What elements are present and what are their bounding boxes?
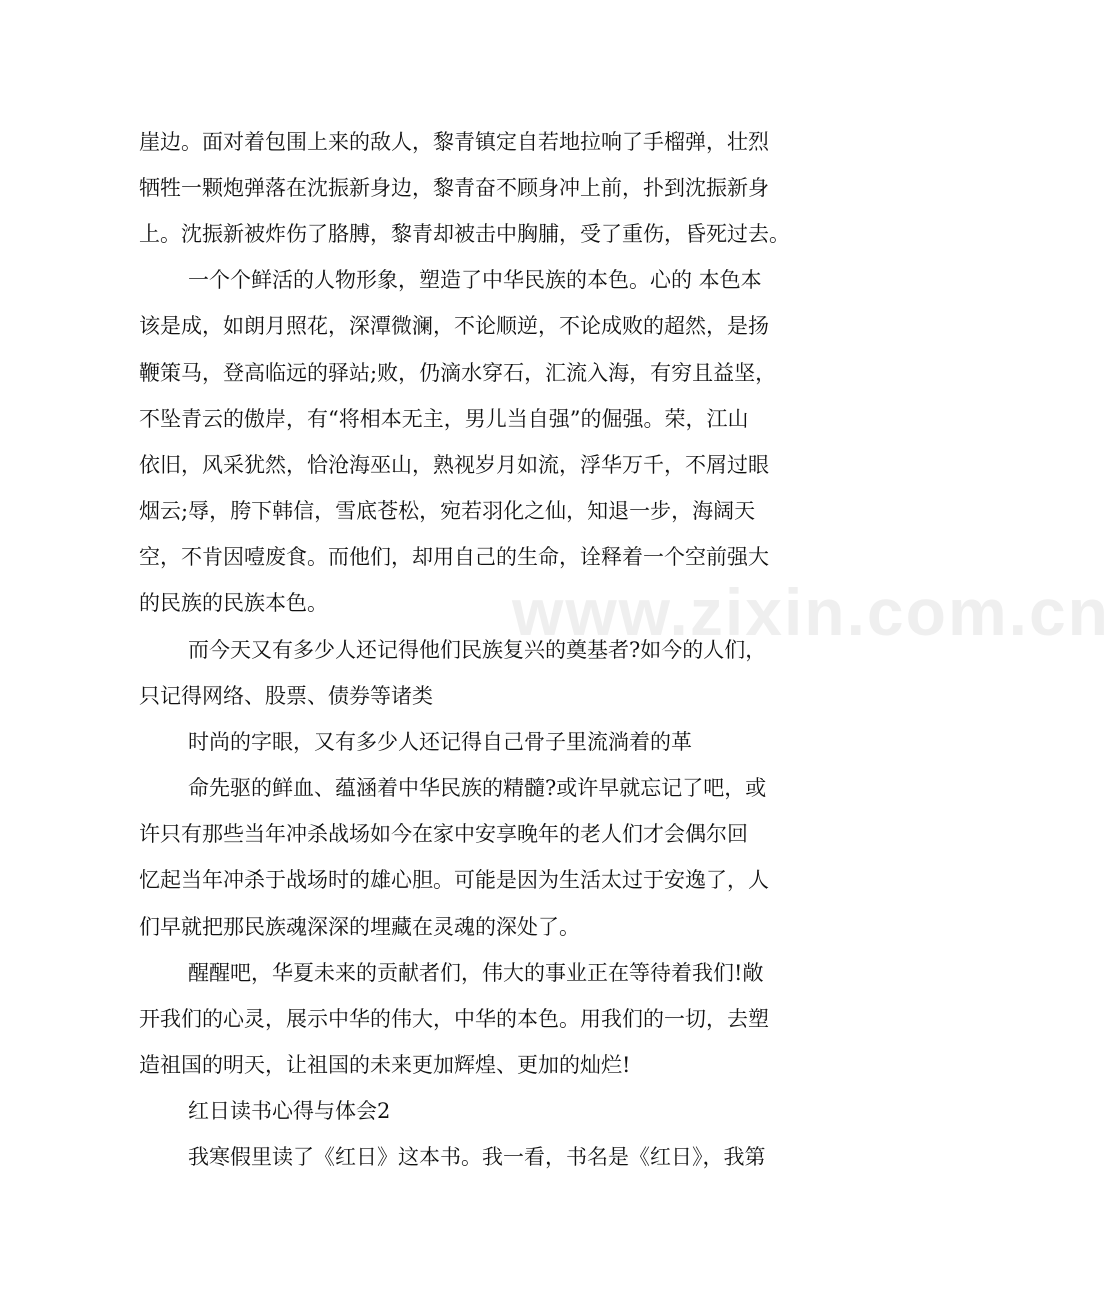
text-line: 依旧，风采犹然，恰沧海巫山，熟视岁月如流，浮华万千，不屑过眼 (139, 453, 769, 477)
section-heading: 红日读书心得与体会2 (188, 1099, 391, 1123)
text-line: 们早就把那民族魂深深的埋藏在灵魂的深处了。 (139, 915, 580, 939)
text-line: 空，不肯因噎废食。而他们，却用自己的生命，诠释着一个空前强大 (139, 545, 769, 569)
text-line: 鞭策马，登高临远的驿站;败，仍滴水穿石，汇流入海，有穷且益坚， (139, 361, 777, 385)
text-line: 不坠青云的傲岸，有“将相本无主，男儿当自强”的倔强。荣，江山 (139, 407, 749, 431)
text-line: 我寒假里读了《红日》这本书。我一看，书名是《红日》，我第 (188, 1145, 766, 1169)
text-line: 造祖国的明天，让祖国的未来更加辉煌、更加的灿烂! (139, 1053, 631, 1077)
text-line: 牺牲一颗炮弹落在沈振新身边，黎青奋不顾身冲上前，扑到沈振新身 (139, 176, 769, 200)
text-line: 只记得网络、股票、债券等诸类 (139, 684, 433, 708)
text-line: 命先驱的鲜血、蕴涵着中华民族的精髓?或许早就忘记了吧，或 (188, 776, 767, 800)
text-line: 崖边。面对着包围上来的敌人，黎青镇定自若地拉响了手榴弹，壮烈 (139, 130, 769, 154)
text-line: 一个个鲜活的人物形象，塑造了中华民族的本色。心的 本色本 (188, 268, 762, 292)
watermark: www.zixin.com.cn (512, 575, 1110, 649)
text-line: 开我们的心灵，展示中华的伟大，中华的本色。用我们的一切，去塑 (139, 1007, 769, 1031)
text-line: 时尚的字眼，又有多少人还记得自己骨子里流淌着的革 (188, 730, 692, 754)
text-line: 许只有那些当年冲杀战场如今在家中安享晚年的老人们才会偶尔回 (139, 822, 748, 846)
text-line: 的民族的民族本色。 (139, 591, 328, 615)
text-line: 上。沈振新被炸伤了胳膊，黎青却被击中胸脯，受了重伤，昏死过去。 (139, 222, 790, 246)
text-line: 而今天又有多少人还记得他们民族复兴的奠基者?如今的人们， (188, 638, 767, 662)
text-line: 该是成，如朗月照花，深潭微澜，不论顺逆，不论成败的超然，是扬 (139, 314, 769, 338)
text-line: 烟云;辱，胯下韩信，雪底苍松，宛若羽化之仙，知退一步，海阔天 (139, 499, 756, 523)
text-line: 醒醒吧，华夏未来的贡献者们，伟大的事业正在等待着我们!敞 (188, 961, 764, 985)
text-line: 忆起当年冲杀于战场时的雄心胆。可能是因为生活太过于安逸了，人 (139, 868, 769, 892)
